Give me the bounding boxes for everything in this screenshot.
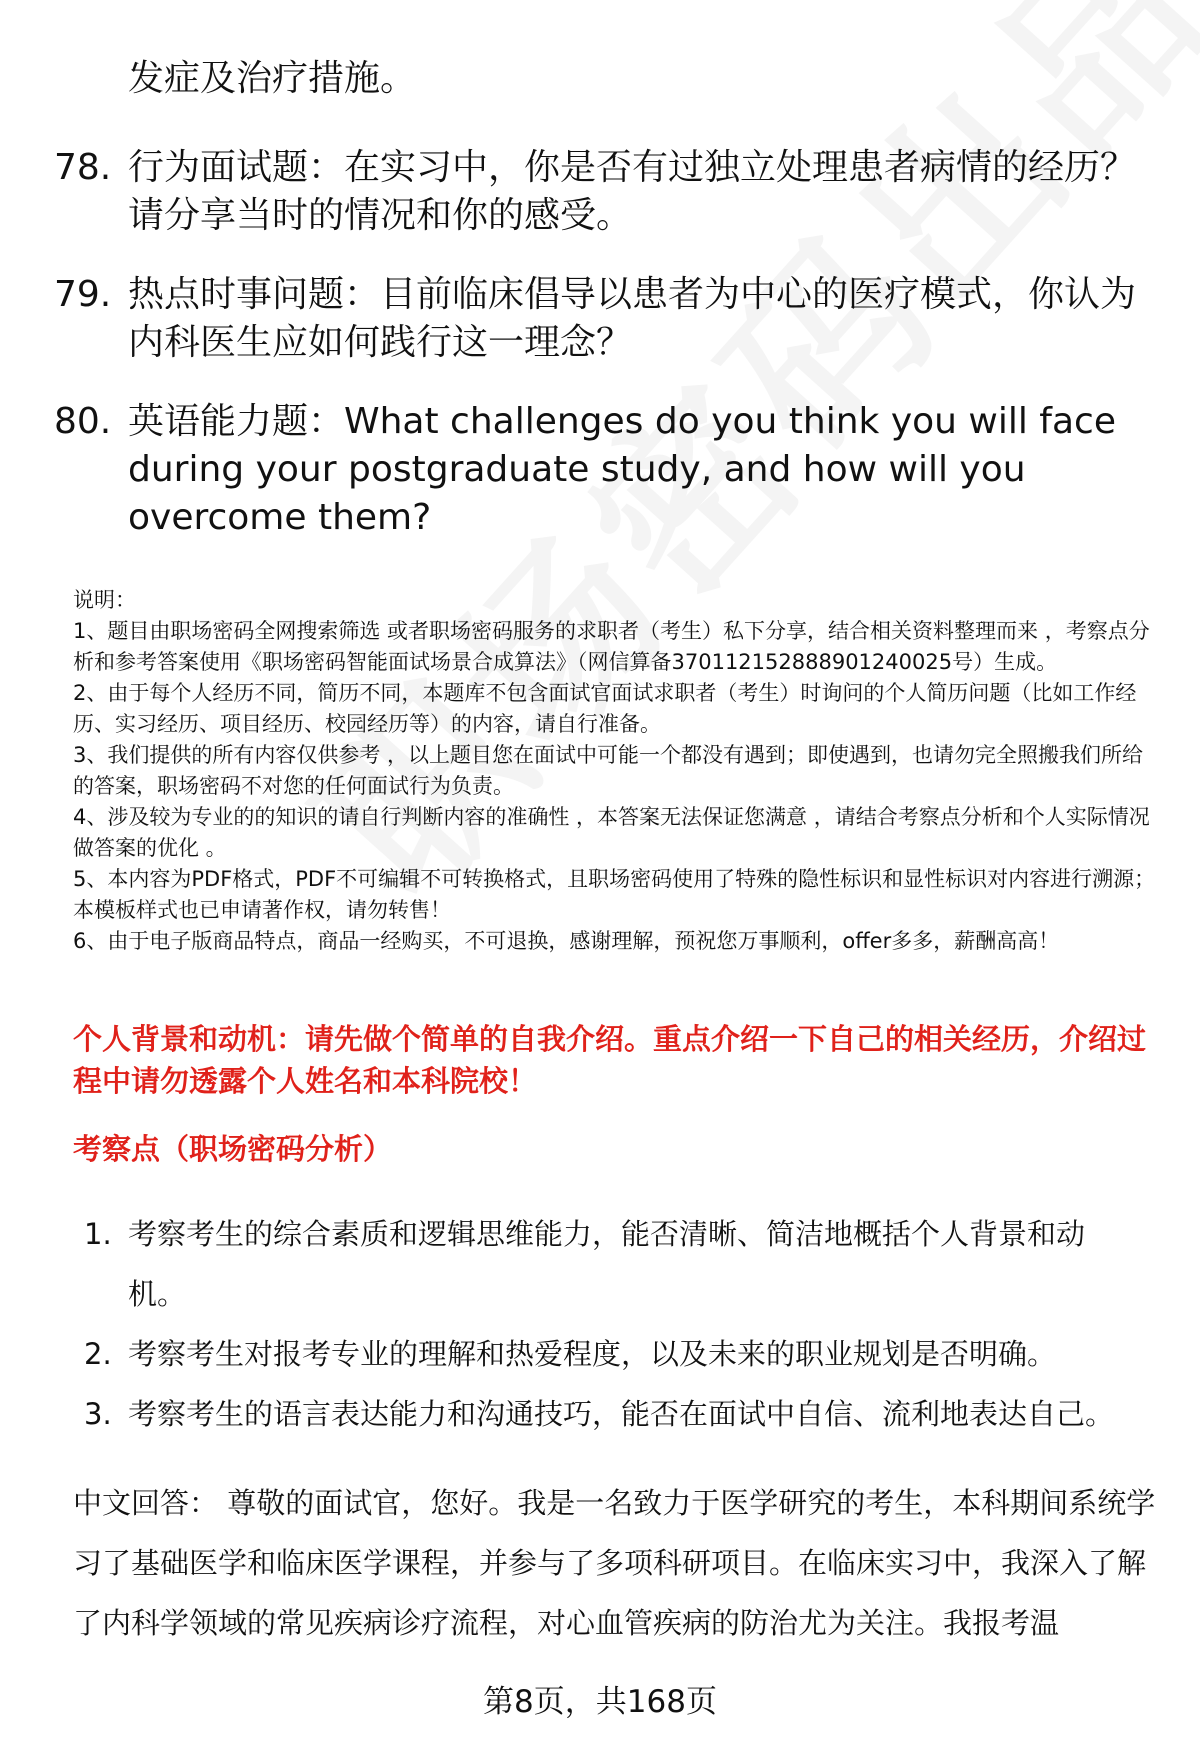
question-text: 英语能力题：What challenges do you think you will face during your postgraduate study, and how will you overcome them? [128,401,1116,538]
analysis-points-list [84,1204,1164,1444]
note-item: 3、我们提供的所有内容仅供参考 ，以上题目您在面试中可能一个都没有遇到；即使遇到，也请勿完全照搬我们所给的答案，职场密码不对您的任何面试行为负责。 [73,743,1144,798]
list-item [84,1204,1164,1324]
list-item [84,1384,1164,1444]
note-item: 4、涉及较为专业的的知识的请自行判断内容的准确性 ，本答案无法保证您满意 ，请结合考察点分析和个人实际情况做答案的优化 。 [73,805,1150,860]
note-item: 6、由于电子版商品特点，商品一经购买，不可退换，感谢理解，预祝您万事顺利，offer多多，薪酬高高！ [73,929,1060,953]
point-text: 考察考生的语言表达能力和沟通技巧，能否在面试中自信、流利地表达自己。 [128,1397,1115,1431]
question-text: 热点时事问题：目前临床倡导以患者为中心的医疗模式，你认为内科医生应如何践行这一理念？ [128,274,1137,363]
point-number: 1. [84,1217,112,1251]
point-text: 考察考生的综合素质和逻辑思维能力，能否清晰、简洁地概括个人背景和动机。 [128,1217,1086,1311]
point-number: 3. [84,1397,112,1431]
note-item: 5、本内容为PDF格式，PDF不可编辑不可转换格式，且职场密码使用了特殊的隐性标识和显性标识对内容进行溯源；本模板样式也已申请著作权，请勿转售！ [73,867,1156,922]
question-continuation: 发症及治疗措施。 [128,58,417,99]
point-number: 2. [84,1337,112,1371]
question-number: 80. [54,401,112,442]
page-footer: 第8页，共168页 [483,1684,717,1720]
notes-title: 说明： [73,588,136,612]
answer-paragraph: 中文回答： 尊敬的面试官，您好。我是一名致力于医学研究的考生，本科期间系统学习了基础医学和临床医学课程，并参与了多项科研项目。在临床实习中，我深入了解了内科学领域的常见疾病诊疗流程，对心血管疾病的防治尤为关注。我报考温 [73,1486,1156,1640]
note-item: 2、由于每个人经历不同，简历不同，本题库不包含面试官面试求职者（考生）时询问的个人简历问题（比如工作经历、实习经历、项目经历、校园经历等）的内容，请自行准备。 [73,681,1137,736]
analysis-heading: 考察点（职场密码分析） [73,1132,393,1166]
notes-block [73,585,1163,957]
section-heading: 个人背景和动机：请先做个简单的自我介绍。重点介绍一下自己的相关经历，介绍过程中请勿透露个人姓名和本科院校！ [73,1022,1147,1098]
point-text: 考察考生对报考专业的理解和热爱程度，以及未来的职业规划是否明确。 [128,1337,1057,1371]
question-number: 78. [54,147,112,188]
question-text: 行为面试题：在实习中，你是否有过独立处理患者病情的经历？请分享当时的情况和你的感受。 [128,147,1137,236]
list-item [84,1324,1164,1384]
note-item: 1、题目由职场密码全网搜索筛选 或者职场密码服务的求职者（考生）私下分享，结合相关资料整理而来 ，考察点分析和参考答案使用《职场密码智能面试场景合成算法》（网信算备370112152888901240025号）生成。 [73,619,1150,674]
question-number: 79. [54,274,112,315]
